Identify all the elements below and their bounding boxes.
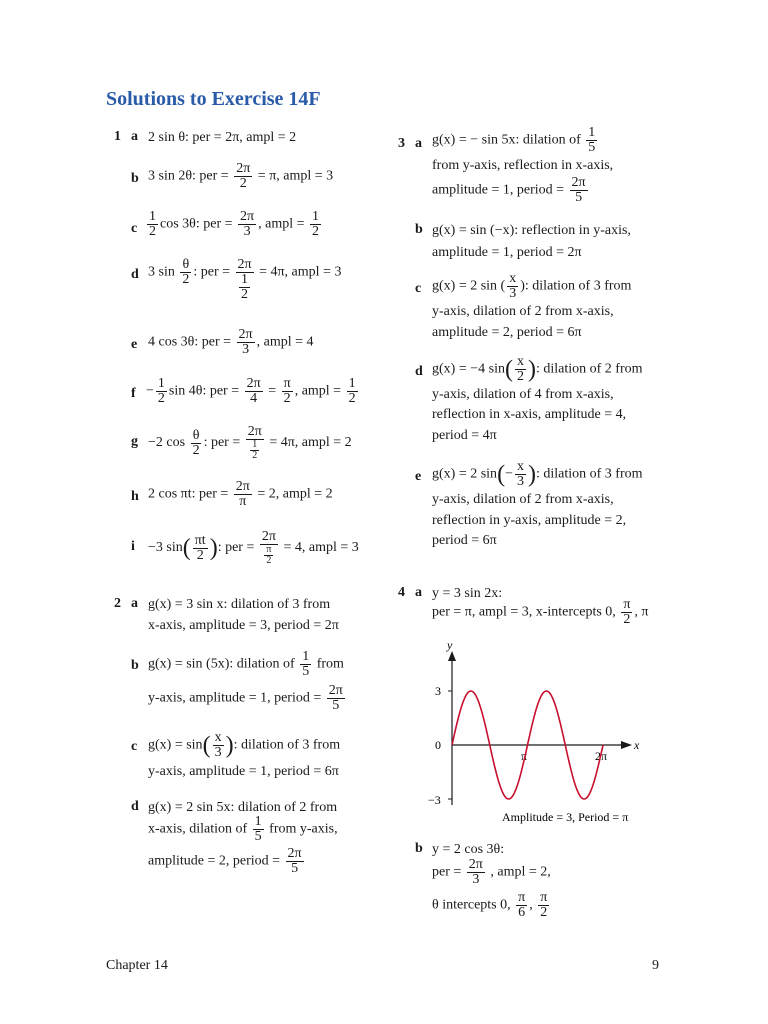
y-tick-label: −3: [428, 793, 441, 807]
graph-caption: Amplitude = 3, Period = π: [502, 810, 629, 824]
question-number-2: 2: [114, 596, 121, 611]
question-number-1: 1: [114, 129, 121, 144]
q1f-text: − $\frac{1}{2}$ sin 4θ: per = $\frac{2\pi}{4}$ = $\frac{\pi}{2}$ , ampl = $\frac{1}{2}$: [146, 376, 356, 406]
q2b-line1: g(x) = sin (5x): dilation of $\frac{1}{5}$ from: [148, 649, 344, 679]
q3b-line2: amplitude = 1, period = 2π: [432, 245, 582, 260]
part-label: a: [131, 129, 138, 144]
q1c-text: $\frac{1}{2}$ cos 3θ: per = $\frac{2\pi}{3}$ , ampl = $\frac{1}{2}$: [149, 209, 319, 239]
q3c-line2: y-axis, dilation of 2 from x-axis,: [432, 304, 614, 319]
q3a-line3: amplitude = 1, period = $\frac{2\pi}{5}$: [432, 175, 586, 205]
q2b-line2: y-axis, amplitude = 1, period = $\frac{2\pi}{5}$: [148, 683, 343, 713]
q3d-line4: period = 4π: [432, 428, 497, 443]
part-label: h: [131, 489, 139, 504]
q1h-text: 2 cos πt: per = $\frac{2\pi}{\pi}$ = 2, ampl = 2: [148, 479, 333, 509]
question-number-4: 4: [398, 585, 405, 600]
q1d-text: 3 sin $\frac{\theta}{2}$ : per = 2π 1 2 = 4π, ampl = 3: [148, 257, 342, 302]
q3d-line3: reflection in x-axis, amplitude = 4,: [432, 407, 627, 422]
q2d-line3: amplitude = 2, period = $\frac{2\pi}{5}$: [148, 846, 302, 876]
part-label: b: [415, 222, 423, 237]
q3d-line2: y-axis, dilation of 4 from x-axis,: [432, 387, 614, 402]
footer-page-number: 9: [652, 958, 659, 973]
y-axis-arrow: [448, 651, 456, 661]
part-label: b: [415, 841, 423, 856]
q2c-line2: y-axis, amplitude = 1, period = 6π: [148, 764, 339, 779]
q2d-line2: x-axis, dilation of $\frac{1}{5}$ from y-axis,: [148, 814, 338, 844]
q3d-line1: g(x) = −4 sin( $\frac{x}{2}$ ): dilation of 2 from: [432, 354, 643, 384]
q3e-line1: g(x) = 2 sin(− $\frac{x}{3}$ ): dilation of 3 from: [432, 459, 643, 489]
x-axis-label: x: [634, 738, 640, 752]
q4b-line3: θ intercepts 0, $\frac{\pi}{6}$ , $\frac{\pi}{2}$: [432, 890, 548, 920]
part-label: b: [131, 171, 139, 186]
part-label: c: [415, 281, 422, 296]
q3e-line3: reflection in y-axis, amplitude = 2,: [432, 513, 627, 528]
x-tick-label: 2π: [595, 749, 608, 763]
page-title: Solutions to Exercise 14F: [106, 88, 321, 110]
q4b-line2: per = $\frac{2\pi}{3}$ , ampl = 2,: [432, 857, 551, 887]
part-label: d: [131, 267, 139, 282]
part-label: f: [131, 386, 136, 401]
q4a-line1: y = 3 sin 2x:: [432, 586, 503, 601]
q3a-line1: g(x) = − sin 5x: dilation of $\frac{1}{5}$: [432, 125, 596, 155]
q1a-text: 2 sin θ: per = 2π, ampl = 2: [148, 130, 297, 145]
footer-chapter: Chapter 14: [106, 958, 168, 973]
q1g-text: −2 cos $\frac{\theta}{2}$ : per = $\frac{2\pi}{\frac{1}{2}}$ = 4π, ampl = 2: [148, 424, 352, 461]
part-label: d: [415, 364, 423, 379]
part-label: a: [415, 136, 422, 151]
x-tick-label: π: [521, 749, 528, 763]
q4a-line2: per = π, ampl = 3, x-intercepts 0, $\frac{\pi}{2}$ , π: [432, 597, 649, 627]
part-label: a: [415, 585, 422, 600]
q1e-text: 4 cos 3θ: per = $\frac{2\pi}{3}$ , ampl = 4: [148, 327, 314, 357]
q2a-line1: g(x) = 3 sin x: dilation of 3 from: [148, 597, 331, 612]
part-label: i: [131, 539, 135, 554]
q1i-text: −3 sin( $\frac{\pi t}{2}$ ): per = $\frac{2\pi}{\frac{\pi}{2}}$ = 4, ampl = 3: [148, 529, 359, 566]
part-label: c: [131, 221, 138, 236]
q2d-line1: g(x) = 2 sin 5x: dilation of 2 from: [148, 800, 338, 815]
part-label: c: [131, 739, 138, 754]
q3e-line2: y-axis, dilation of 2 from x-axis,: [432, 492, 614, 507]
q3e-line4: period = 6π: [432, 533, 497, 548]
q2a-line2: x-axis, amplitude = 3, period = 2π: [148, 618, 339, 633]
y-tick-label: 0: [435, 738, 441, 752]
part-label: a: [131, 596, 138, 611]
q1b-text: 3 sin 2θ: per = $\frac{2\pi}{2}$ = π, ampl = 3: [148, 161, 334, 191]
q3c-line1: g(x) = 2 sin ( $\frac{x}{3}$ ): dilation of 3 from: [432, 271, 632, 301]
q4b-line1: y = 2 cos 3θ:: [432, 842, 505, 857]
part-label: b: [131, 658, 139, 673]
y-tick-label: 3: [435, 684, 441, 698]
q3c-line3: amplitude = 2, period = 6π: [432, 325, 582, 340]
q2c-line1: g(x) = sin( $\frac{x}{3}$ ): dilation of 3 from: [148, 730, 341, 760]
question-number-3: 3: [398, 136, 405, 151]
q3a-line2: from y-axis, reflection in x-axis,: [432, 158, 614, 173]
part-label: e: [415, 469, 422, 484]
q3b-line1: g(x) = sin (−x): reflection in y-axis,: [432, 223, 631, 238]
x-axis-arrow: [621, 741, 632, 749]
part-label: e: [131, 337, 138, 352]
y-axis-label: y: [447, 638, 453, 652]
part-label: g: [131, 434, 138, 449]
part-label: d: [131, 799, 139, 814]
sine-graph: [420, 635, 650, 835]
